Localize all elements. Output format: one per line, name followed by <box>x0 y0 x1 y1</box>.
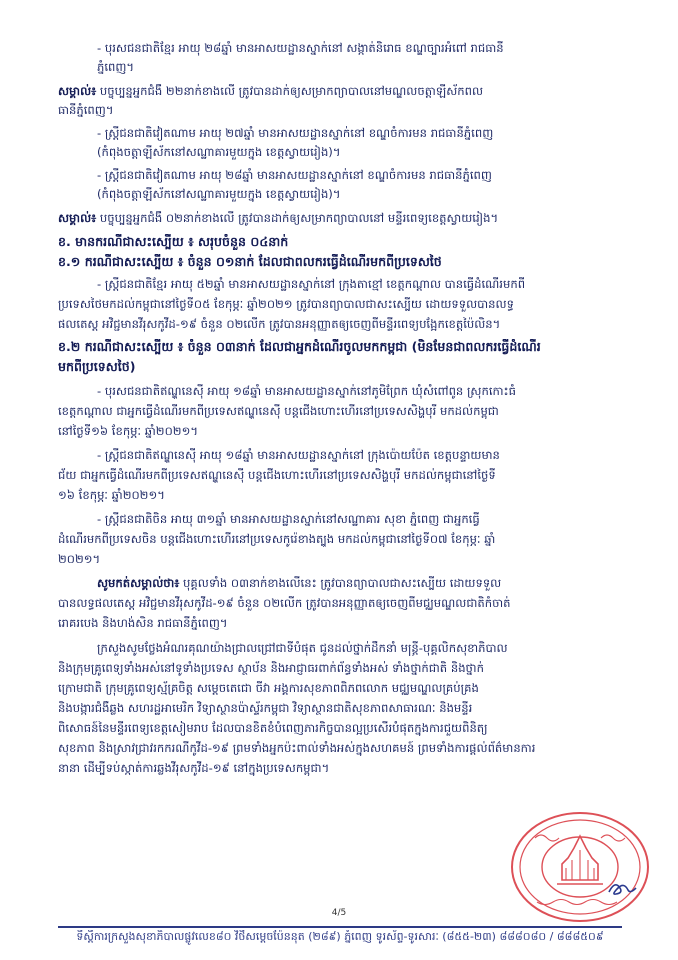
text-line <box>97 126 620 141</box>
line-text: ខ. មានករណីជាសះស្បើយ ៖ សរុបចំនួន ០៤នាក់ <box>58 234 289 249</box>
line-text: សុខភាព និងស្រាវជ្រាវរកករណីកូវីដ-១៩ ព្រមទាំងអ្នកប៉ះពាល់ទាំងអស់ក្នុងសហគមន៍ ព្រមទាំងការផ្តល់ព័ត៌មានការ <box>58 741 536 755</box>
line-text: ដំណើរមកពីប្រទេសចិន បន្តជើងហោះហើរនៅប្រទេសកូរ៉េខាងត្បូង មកដល់កម្ពុជានៅថ្ងៃទី០៧ ខែកុម្ភៈ ឆ្នាំ <box>58 532 496 546</box>
text-line <box>58 103 620 118</box>
line-text: ជ័យ ជាអ្នកធ្វើដំណើរមកពីប្រទេសឥណ្ឌូនេស៊ី បន្តជើងហោះហើរនៅប្រទេសសិង្ហបុរី មកដល់កម្ពុជានៅថ្ងៃទី <box>58 468 496 482</box>
text-line <box>58 468 620 483</box>
line-text: ក្រោមជាតិ ក្រុមគ្រូពេទ្យស្ម័គ្រចិត្ត សម្តេចតេជោ ចីវា អង្គការសុខភាពពិភពលោក មជ្ឈមណ្ឌលគ្រប់គ្រង <box>58 681 479 695</box>
text-line <box>58 552 620 567</box>
line-text: នានា ដើម្បីទប់ស្កាត់ការឆ្លងវីរុសកូវីដ-១៩ នៅក្នុងប្រទេសកម្ពុជា។ <box>58 761 330 775</box>
line-text: មកពីប្រទេសថៃ) <box>58 359 136 374</box>
line-text: បុគ្គលទាំង ០៣នាក់ខាងលើនេះ ត្រូវបានព្យាបាលជាសះស្បើយ ដោយទទួល <box>179 576 502 590</box>
line-text: ១៦ ខែកុម្ភៈ ឆ្នាំ២០២១។ <box>58 488 165 502</box>
line-text: - ស្ត្រីជនជាតិឥណ្ឌូនេស៊ី អាយុ ១៨ឆ្នាំ មានអាសយដ្ឋានស្នាក់នៅ ក្រុងប៉ោយប៉ែត ខេត្តបន្ទាយមាន <box>97 448 500 462</box>
note-label: សម្គាល់៖ <box>58 211 97 225</box>
text-line <box>97 512 620 527</box>
text-line <box>58 317 620 332</box>
line-text: - បុរសជនជាតិឥណ្ឌូនេស៊ី អាយុ ១៨ឆ្នាំ មានអាសយដ្ឋានស្នាក់នៅភូមិព្រែក ឃុំសំពៅពូន ស្រុកកោះធំ <box>97 384 516 398</box>
text-line <box>58 404 620 419</box>
text-line <box>58 661 620 676</box>
text-line <box>58 741 620 756</box>
text-line <box>58 701 620 716</box>
text-line <box>58 616 620 631</box>
line-text: - ស្ត្រីជនជាតិវៀតណាម អាយុ ២៧ឆ្នាំ មានអាសយដ្ឋានស្នាក់នៅ ខណ្ឌចំការមន រាជធានីភ្នំពេញ <box>97 126 494 140</box>
text-line <box>58 681 620 696</box>
line-text: និងបង្ការជំងឺឆ្លង សហរដ្ឋអាមេរិក វិទ្យាស្ថានប៉ាស្ទ័រកម្ពុជា វិទ្យាស្ថានជាតិសុខភាពសាធារណៈ និងមន្ទីរ <box>58 701 473 715</box>
line-text: បច្ចុប្បន្នអ្នកជំងឺ ០២នាក់ខាងលើ ត្រូវបានដាក់ឲ្យសម្រាកព្យាបាលនៅ មន្ទីរពេទ្យខេត្តស្វាយរៀង។ <box>96 211 499 225</box>
section-heading <box>58 234 620 250</box>
section-heading <box>58 339 620 355</box>
line-text: ពិសោធន៍នៃមន្ទីរពេទ្យខេត្តសៀមរាប ដែលបានខិតខំបំពេញភារកិច្ចបានល្អប្រសើរបំផុតក្នុងការជួយពិនិត្យ <box>58 721 488 735</box>
signature-mark <box>606 876 640 898</box>
line-text: ផលតេស្ត អវិជ្ជមានវីរុសកូវីដ-១៩ ចំនួន ០២លើក ត្រូវបានអនុញ្ញាតឲ្យចេញពីមន្ទីរពេទ្យបង្អែកខេត្តប៉ៃលិន។ <box>58 317 501 331</box>
text-line <box>58 211 620 226</box>
line-text: - បុរសជនជាតិខ្មែរ អាយុ ២៨ឆ្នាំ មានអាសយដ្ឋានស្នាក់នៅ សង្កាត់និរោធ ខណ្ឌច្បារអំពៅ រាជធានី <box>97 41 504 55</box>
line-text: - ស្ត្រីជនជាតិខ្មែរ អាយុ ៥២ឆ្នាំ មានអាសយដ្ឋានស្នាក់នៅ ក្រុងតាខ្មៅ ខេត្តកណ្តាល បានធ្វើដំណើរមកពី <box>97 277 526 291</box>
line-text: បច្ចុប្បន្នអ្នកជំងឺ ២២នាក់ខាងលើ ត្រូវបានដាក់ឲ្យសម្រាកព្យាបាលនៅមណ្ឌលចត្តាឡីស័កពល <box>96 84 483 98</box>
footer-divider <box>58 926 622 928</box>
section-heading <box>58 359 620 375</box>
text-line <box>97 277 620 292</box>
text-line <box>97 641 620 656</box>
text-line <box>58 488 620 503</box>
text-line <box>97 187 620 202</box>
text-line <box>97 41 620 56</box>
line-text: - ស្ត្រីជនជាតិវៀតណាម អាយុ ២៨ឆ្នាំ មានអាសយដ្ឋានស្នាក់នៅ ខណ្ឌចំការមន រាជធានីភ្នំពេញ <box>97 168 492 182</box>
text-line <box>58 297 620 312</box>
text-line <box>97 60 620 75</box>
section-heading <box>58 254 620 270</box>
text-line <box>58 596 620 611</box>
line-text: ភ្នំពេញ។ <box>97 60 135 74</box>
line-text: (កំពុងចត្តាឡីស័កនៅសណ្ឋាគារមួយក្នុង ខេត្តស្វាយរៀង)។ <box>97 145 341 159</box>
text-line <box>97 576 620 591</box>
line-text: ខ.១ ករណីជាសះស្បើយ ៖ ចំនួន ០១នាក់ ដែលជាពលករធ្វើដំណើរមកពីប្រទេសថៃ <box>58 254 442 269</box>
text-line <box>58 532 620 547</box>
text-line <box>97 448 620 463</box>
text-line <box>58 721 620 736</box>
line-text: បានលទ្ធផលតេស្ត អវិជ្ជមានវីរុសកូវីដ-១៩ ចំនួន ០២លើក ត្រូវបានអនុញ្ញាតឲ្យចេញពីមជ្ឈមណ្ឌលជាតិកំចាត់ <box>58 596 511 610</box>
text-line <box>97 145 620 160</box>
text-line <box>58 761 620 776</box>
official-seal-stamp <box>505 808 655 926</box>
line-text: ខេត្តកណ្តាល ជាអ្នកធ្វើដំណើរមកពីប្រទេសឥណ្ឌូនេស៊ី បន្តជើងហោះហើរនៅប្រទេសសិង្ហបុរី មកដល់កម្ពុជា <box>58 404 499 418</box>
line-text: ធានីភ្នំពេញ។ <box>58 103 114 117</box>
text-line <box>97 168 620 183</box>
page-number: 4/5 <box>331 908 347 918</box>
line-text: នៅថ្ងៃទី១៦ ខែកុម្ភៈ ឆ្នាំ២០២១។ <box>58 424 198 438</box>
line-text: ២០២១។ <box>58 552 101 566</box>
text-line <box>97 384 620 399</box>
line-text: រោគរបេង និងហង់សិន រាជធានីភ្នំពេញ។ <box>58 616 228 630</box>
line-text: ប្រទេសថៃមកដល់កម្ពុជានៅថ្ងៃទី០៥ ខែកុម្ភៈ ឆ្នាំ២០២១ ត្រូវបានព្យាបាលជាសះស្បើយ ដោយទទួលបានលទ្ធ <box>58 297 514 311</box>
note-label: សូមកត់សម្គាល់ថា៖ <box>97 576 180 590</box>
line-text: និងក្រុមគ្រូពេទ្យទាំងអស់នៅទូទាំងប្រទេស ស្ថាប័ន និងអាជ្ញាធរពាក់ព័ន្ធទាំងអស់ ទាំងថ្នាក់ជាតិ និងថ្នាក់ <box>58 661 484 675</box>
line-text: (កំពុងចត្តាឡីស័កនៅសណ្ឋាគារមួយក្នុង ខេត្តស្វាយរៀង)។ <box>97 187 341 201</box>
text-line <box>58 424 620 439</box>
text-line <box>58 84 620 99</box>
line-text: - ស្ត្រីជនជាតិចិន អាយុ ៣១ឆ្នាំ មានអាសយដ្ឋានស្នាក់នៅសណ្ឋាគារ សុខា ភ្នំពេញ ជាអ្នកធ្វើ <box>97 512 480 526</box>
note-label: សម្គាល់៖ <box>58 84 97 98</box>
line-text: ក្រសួងសូមថ្លែងអំណរគុណយ៉ាងជ្រាលជ្រៅជាទីបំផុត ជូនដល់ថ្នាក់ដឹកនាំ មន្ត្រី-បុគ្គលិកសុខាភិបាល <box>97 641 508 655</box>
footer-address: ទីស្តីការក្រសួងសុខាភិបាលផ្លូវលេខ៨០ វិថីសម្តេចប៉ែននុត (២៨៩) ភ្នំពេញ ទូរស័ព្ទ-ទូរសារៈ (៨៥៥-២៣) ៨៨៨០៨០ / ៨៨៨៥០៩ <box>76 930 604 943</box>
line-text: ខ.២ ករណីជាសះស្បើយ ៖ ចំនួន ០៣នាក់ ដែលជាអ្នកដំណើរចូលមកកម្ពុជា (មិនមែនជាពលករធ្វើដំណើរ <box>58 339 541 354</box>
